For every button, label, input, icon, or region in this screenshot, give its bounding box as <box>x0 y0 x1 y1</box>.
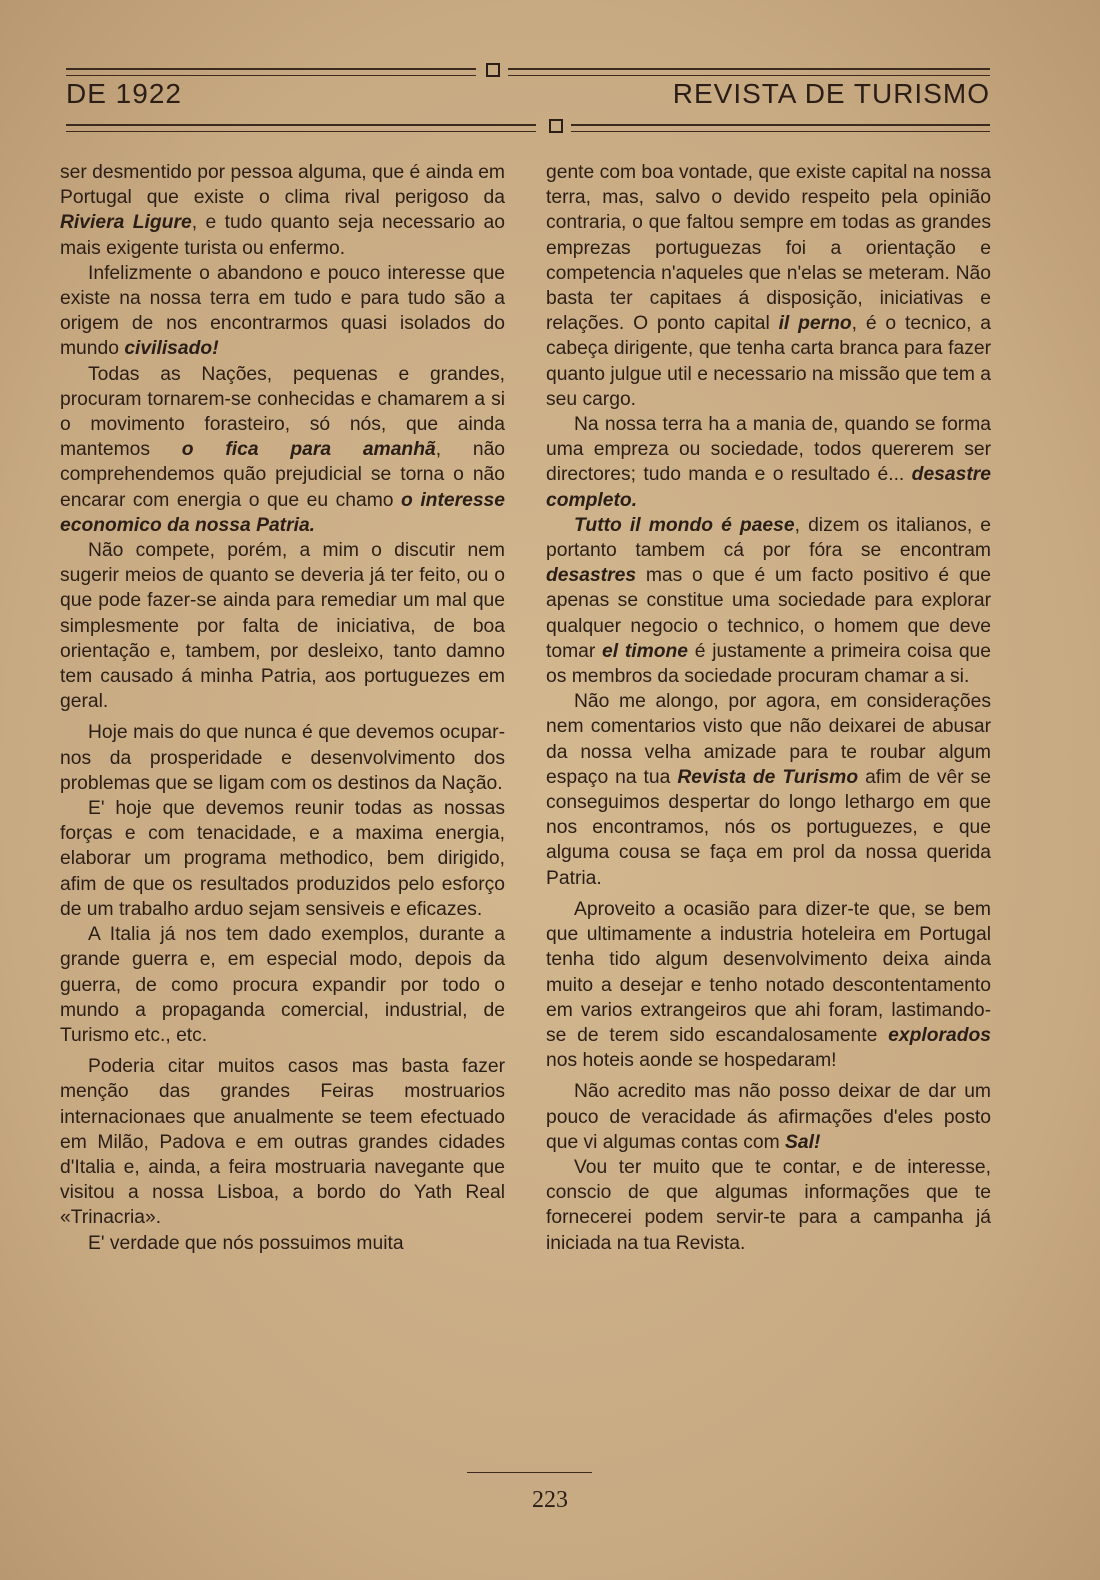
paragraph <box>60 538 505 714</box>
text-run: E' hoje que devemos reunir todas as nossas forças e com tenacidade, e a maxima energia, elaborar um programa methodico, bem dirigido, afim de que os resultados produzidos pelo esforço de um trabalho arduo sejam sensiveis e eficazes. <box>60 798 505 920</box>
ornament-box <box>549 119 563 133</box>
text-run: , é o tecnico, a cabeça dirigente, que tenha carta branca para fazer quanto julgue util e necessario na missão que tem a seu cargo. <box>546 313 991 410</box>
paragraph <box>60 1231 505 1256</box>
text-run: é justamente a primeira coisa que os membros da sociedade procuram chamar a si. <box>546 640 991 688</box>
italic-emphasis: Revista de Turismo <box>677 766 859 788</box>
paragraph <box>60 261 505 362</box>
text-column-left <box>60 160 505 1256</box>
ornament-box <box>486 63 500 77</box>
header-title: REVISTA DE TURISMO <box>672 78 990 109</box>
text-run: , e tudo quanto seja necessario ao mais exigente turista ou enfermo. <box>60 212 505 259</box>
paragraph <box>60 362 505 538</box>
italic-emphasis: desastre completo. <box>546 464 991 511</box>
text-run: Infelizmente o abandono e pouco interesse que existe na nossa terra em tudo e para tudo são a origem de nos encontrarmos quasi isolados do mundo <box>60 262 505 360</box>
text-run: nos hoteis aonde se hospedaram! <box>546 1050 837 1072</box>
text-run: Aproveito a ocasião para dizer-te que, se bem que ultimamente a industria hoteleira em Portugal tenha tido algum desenvolvimento deixa ainda muito a desejar e tenho notado descontentamento em varios extrangeiros que ahi foram, lastimando-se de terem sido escandalosamente <box>546 898 991 1046</box>
text-run: Hoje mais do que nunca é que devemos ocupar-nos da prosperidade e desenvolvimento dos problemas que se ligam com os destinos da Nação. <box>60 722 505 794</box>
italic-emphasis: desastres <box>546 565 637 587</box>
running-header <box>66 78 990 114</box>
text-run: Poderia citar muitos casos mas basta fazer menção das grandes Feiras mostruarios internacionaes que anualmente se teem efectuado em Milão, Padova e em outras grandes cidades d'Italia e, ainda, a feira mostruaria navegante que visitou a nossa Lisboa, a bordo do Yath Real «Trinacria». <box>60 1056 505 1229</box>
text-run: , não comprehendemos quão prejudicial se torna o não encarar com energia o que eu chamo <box>60 439 506 511</box>
text-run: afim de vêr se conseguimos despertar do longo lethargo em que nos encontramos, nós os portuguezes, e que alguma cousa se faça em prol da nossa querida Patria. <box>546 766 991 889</box>
text-run: Na nossa terra ha a mania de, quando se forma uma empreza ou sociedade, todos quererem ser directores; tudo manda e o resultado é... <box>546 414 991 486</box>
italic-emphasis: Sal! <box>785 1131 821 1153</box>
paragraph <box>546 689 991 891</box>
paragraph <box>60 160 505 261</box>
italic-emphasis: civilisado! <box>124 338 219 360</box>
text-run: gente com boa vontade, que existe capital na nossa terra, mas, salvo o devido respeito pela opinião contraria, o que faltou sempre em todas as grandes emprezas portuguezas foi a orientação e competencia n'aqueles que n'elas se meteram. Não basta ter capitaes á disposição, iniciativas e relações. O ponto capital <box>546 162 991 335</box>
paragraph <box>546 412 991 513</box>
text-run: E' verdade que nós possuimos muita <box>88 1232 404 1254</box>
text-column-right <box>546 160 991 1256</box>
text-run: A Italia já nos tem dado exemplos, durante a grande guerra e, em especial modo, depois da guerra, de como procura expandir por todo o mundo a propaganda comercial, industrial, de Turismo etc., etc. <box>60 924 505 1046</box>
text-run: Todas as Nações, pequenas e grandes, procuram tornarem-se conhecidas e chamarem a si o movimento forasteiro, só nós, que ainda mantemos <box>60 363 505 461</box>
paragraph <box>60 922 505 1048</box>
paragraph <box>546 1079 991 1155</box>
paragraph <box>546 513 991 689</box>
paragraph <box>60 796 505 922</box>
italic-emphasis: explorados <box>888 1024 991 1046</box>
italic-emphasis: Tutto il mondo é paese <box>574 514 795 536</box>
footer-rule <box>467 1472 592 1473</box>
text-run: Vou ter muito que te contar, e de interesse, conscio de que algumas informações que te fornecerei podem servir-te para a campanha já iniciada na tua Revista. <box>546 1156 991 1254</box>
text-run: Não me alongo, por agora, em considerações nem comentarios visto que não deixarei de abusar da nossa velha amizade para te roubar algum espaço na tua <box>546 691 991 788</box>
italic-emphasis: o fica para amanhã <box>181 439 436 461</box>
italic-emphasis: Riviera Ligure <box>60 212 192 234</box>
text-run: Não acredito mas não posso deixar de dar um pouco de veracidade ás afirmações d'eles posto que vi algumas contas com <box>546 1081 991 1153</box>
text-run: Não compete, porém, a mim o discutir nem sugerir meios de quanto se deveria já ter feito, ou o que pode fazer-se ainda para remediar um mal que simplesmente por falta de iniciativa, de boa orientação e, tambem, por desleixo, tanto damno tem causado á minha Patria, aos portuguezes em geral. <box>60 540 505 713</box>
header-date: DE 1922 <box>66 78 182 109</box>
text-run: mas o que é um facto positivo é que apenas se constitue uma sociedade para explorar qualquer negocio o technico, o homem que deve tomar <box>546 565 991 662</box>
page-number: 223 <box>532 1487 568 1513</box>
paragraph <box>546 1155 991 1256</box>
paragraph <box>60 1054 505 1230</box>
italic-emphasis: o interesse economico da nossa Patria. <box>60 489 505 536</box>
italic-emphasis: el timone <box>602 640 689 662</box>
italic-emphasis: il perno <box>778 313 852 335</box>
text-run: , dizem os italianos, e portanto tambem cá por fóra se encontram <box>546 514 991 562</box>
paragraph <box>60 720 505 796</box>
paragraph <box>546 897 991 1073</box>
paragraph <box>546 160 991 412</box>
text-run: ser desmentido por pessoa alguma, que é ainda em Portugal que existe o clima rival perigoso da <box>60 162 505 209</box>
